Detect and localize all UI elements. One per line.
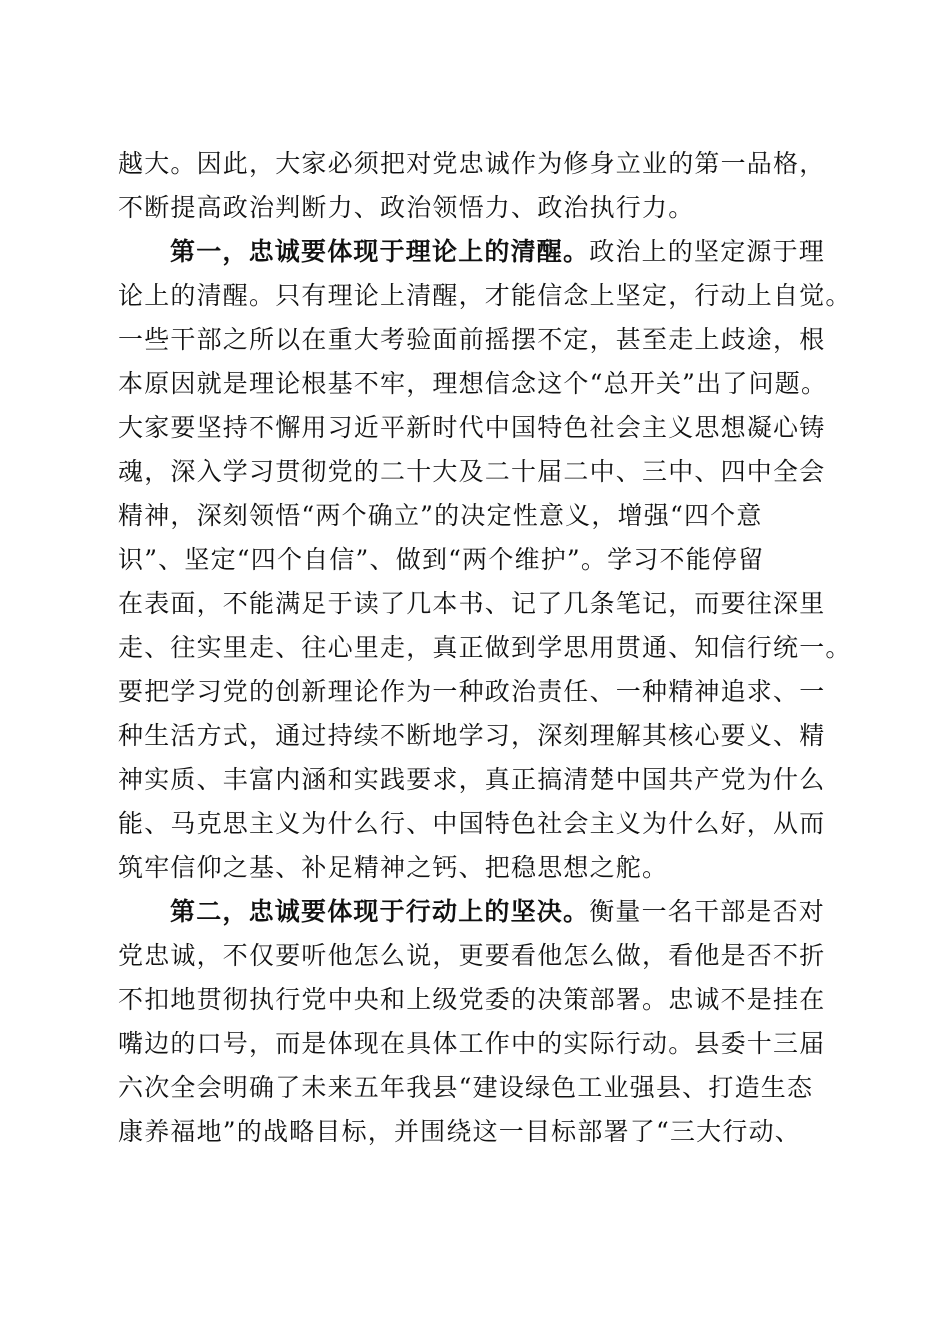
paragraph-2-line-1: 政治上的坚定源于理 — [589, 237, 826, 266]
paragraph-3-lead-heading: 第二，忠诚要体现于行动上的坚决。 — [170, 897, 590, 926]
paragraph-2-line-13: 神实质、丰富内涵和实践要求，真正搞清楚中国共产党为什么 — [118, 765, 826, 794]
paragraph-3-line-5: 六次全会明确了未来五年我县“建设绿色工业强县、打造生态 — [118, 1073, 814, 1102]
paragraph-2-line-15: 筑牢信仰之基、补足精神之钙、把稳思想之舵。 — [118, 853, 669, 882]
paragraph-1-line-1: 越大。因此，大家必须把对党忠诚作为修身立业的第一品格， — [118, 149, 826, 178]
paragraph-2-line-2: 论上的清醒。只有理论上清醒，才能信念上坚定，行动上自觉。 — [118, 281, 852, 310]
paragraph-2-line-6: 魂，深入学习贯彻党的二十大及二十届二中、三中、四中全会 — [118, 457, 826, 486]
paragraph-2-line-5: 大家要坚持不懈用习近平新时代中国特色社会主义思想凝心铸 — [118, 413, 826, 442]
paragraph-2-line-9: 在表面，不能满足于读了几本书、记了几条笔记，而要往深里 — [118, 589, 826, 618]
paragraph-3-line-4: 嘴边的口号，而是体现在具体工作中的实际行动。县委十三届 — [118, 1029, 826, 1058]
paragraph-2-line-14: 能、马克思主义为什么行、中国特色社会主义为什么好，从而 — [118, 809, 826, 838]
paragraph-3-line-2: 党忠诚，不仅要听他怎么说，更要看他怎么做，看他是否不折 — [118, 941, 826, 970]
paragraph-3-first-line — [170, 892, 890, 932]
paragraph-2-line-10: 走、往实里走、往心里走，真正做到学思用贯通、知信行统一。 — [118, 633, 852, 662]
paragraph-3-line-6: 康养福地”的战略目标，并围绕这一目标部署了“三大行动、 — [118, 1117, 801, 1146]
paragraph-2-line-7: 精神，深刻领悟“两个确立”的决定性意义，增强“四个意 — [118, 501, 763, 530]
paragraph-3-line-3: 不扣地贯彻执行党中央和上级党委的决策部署。忠诚不是挂在 — [118, 985, 826, 1014]
paragraph-2-lead-heading: 第一，忠诚要体现于理论上的清醒。 — [170, 237, 590, 266]
paragraph-2-line-8: 识”、坚定“四个自信”、做到“两个维护”。学习不能停留 — [118, 545, 765, 574]
paragraph-2-line-3: 一些干部之所以在重大考验面前摇摆不定，甚至走上歧途，根 — [118, 325, 826, 354]
paragraph-1-line-2: 不断提高政治判断力、政治领悟力、政治执行力。 — [118, 193, 695, 222]
paragraph-3-line-1: 衡量一名干部是否对 — [589, 897, 826, 926]
paragraph-2-line-4: 本原因就是理论根基不牢，理想信念这个“总开关”出了问题。 — [118, 369, 828, 398]
paragraph-2-first-line — [170, 232, 890, 272]
paragraph-2-line-11: 要把学习党的创新理论作为一种政治责任、一种精神追求、一 — [118, 677, 826, 706]
paragraph-2-line-12: 种生活方式，通过持续不断地学习，深刻理解其核心要义、精 — [118, 721, 826, 750]
